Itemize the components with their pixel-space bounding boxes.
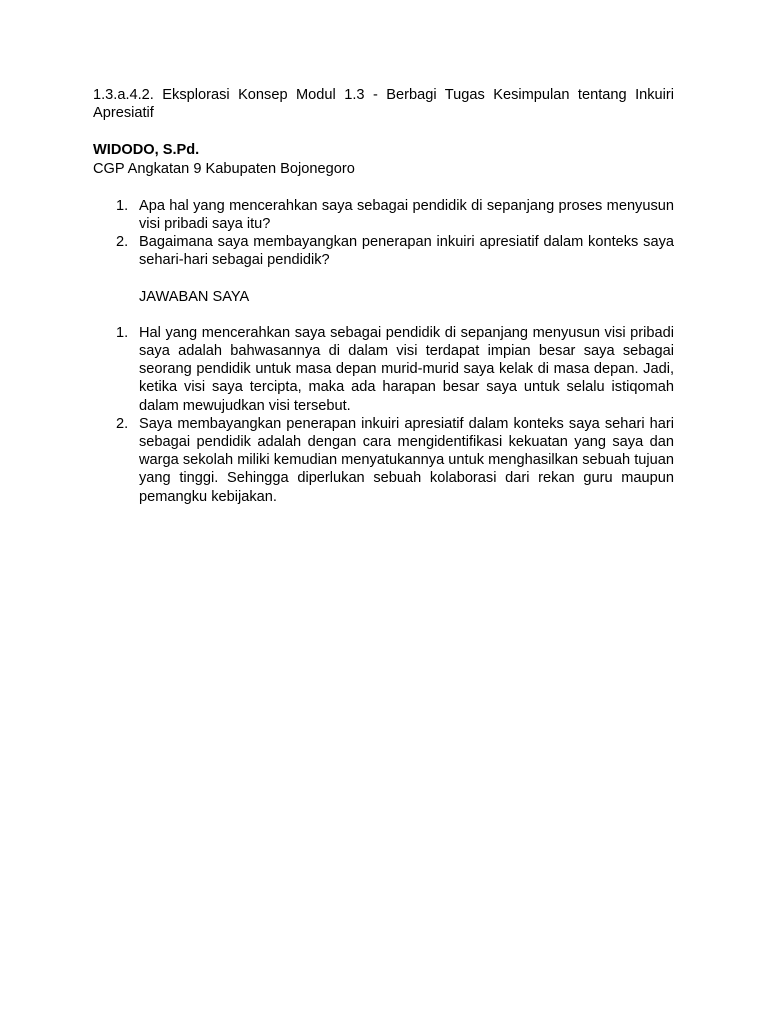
answer-text: Hal yang mencerahkan saya sebagai pendidik di sepanjang menyusun visi pribadi saya adalah bahwasannya di dalam visi terdapat impian besar saya sebagai seorang pendidik untuk masa depan murid-murid saya kelak di masa depan. Jadi, ketika visi saya tercipta, maka ada harapan besar saya untuk selalu istiqomah dalam mewujudkan visi tersebut.: [139, 324, 674, 414]
question-number: 1.: [116, 197, 129, 214]
question-text: Apa hal yang mencerahkan saya sebagai pendidik di sepanjang proses menyusun visi pribadi saya itu?: [139, 197, 674, 233]
answers-heading: JAWABAN SAYA: [139, 288, 250, 305]
question-number: 2.: [116, 234, 129, 251]
question-text: Bagaimana saya membayangkan penerapan inkuiri apresiatif dalam konteks saya sehari-hari sebagai pendidik?: [139, 234, 674, 269]
answer-item: [93, 415, 674, 506]
answer-item: [93, 324, 674, 415]
question-item: [93, 197, 674, 233]
answer-text: Saya membayangkan penerapan inkuiri apresiatif dalam konteks saya sehari hari sebagai pendidik adalah dengan cara mengidentifikasi kekuatan yang saya dan warga sekolah miliki kemudian menyatukannya untuk menghasilkan sebuah tujuan yang tinggi. Sehingga diperlukan sebuah kolaborasi dari rekan guru maupun pemangku kebijakan.: [139, 415, 674, 505]
question-item: [93, 233, 674, 269]
answer-list: [93, 324, 674, 506]
answer-number: 2.: [116, 415, 129, 432]
answer-number: 1.: [116, 324, 129, 341]
document-page: [93, 86, 674, 506]
question-list: [93, 197, 674, 270]
author-block: [93, 141, 674, 177]
author-affiliation: CGP Angkatan 9 Kabupaten Bojonegoro: [93, 160, 355, 177]
document-title: 1.3.a.4.2. Eksplorasi Konsep Modul 1.3 - Berbagi Tugas Kesimpulan tentang Inkuiri Apresiatif: [93, 87, 674, 122]
author-name: WIDODO, S.Pd.: [93, 142, 200, 159]
